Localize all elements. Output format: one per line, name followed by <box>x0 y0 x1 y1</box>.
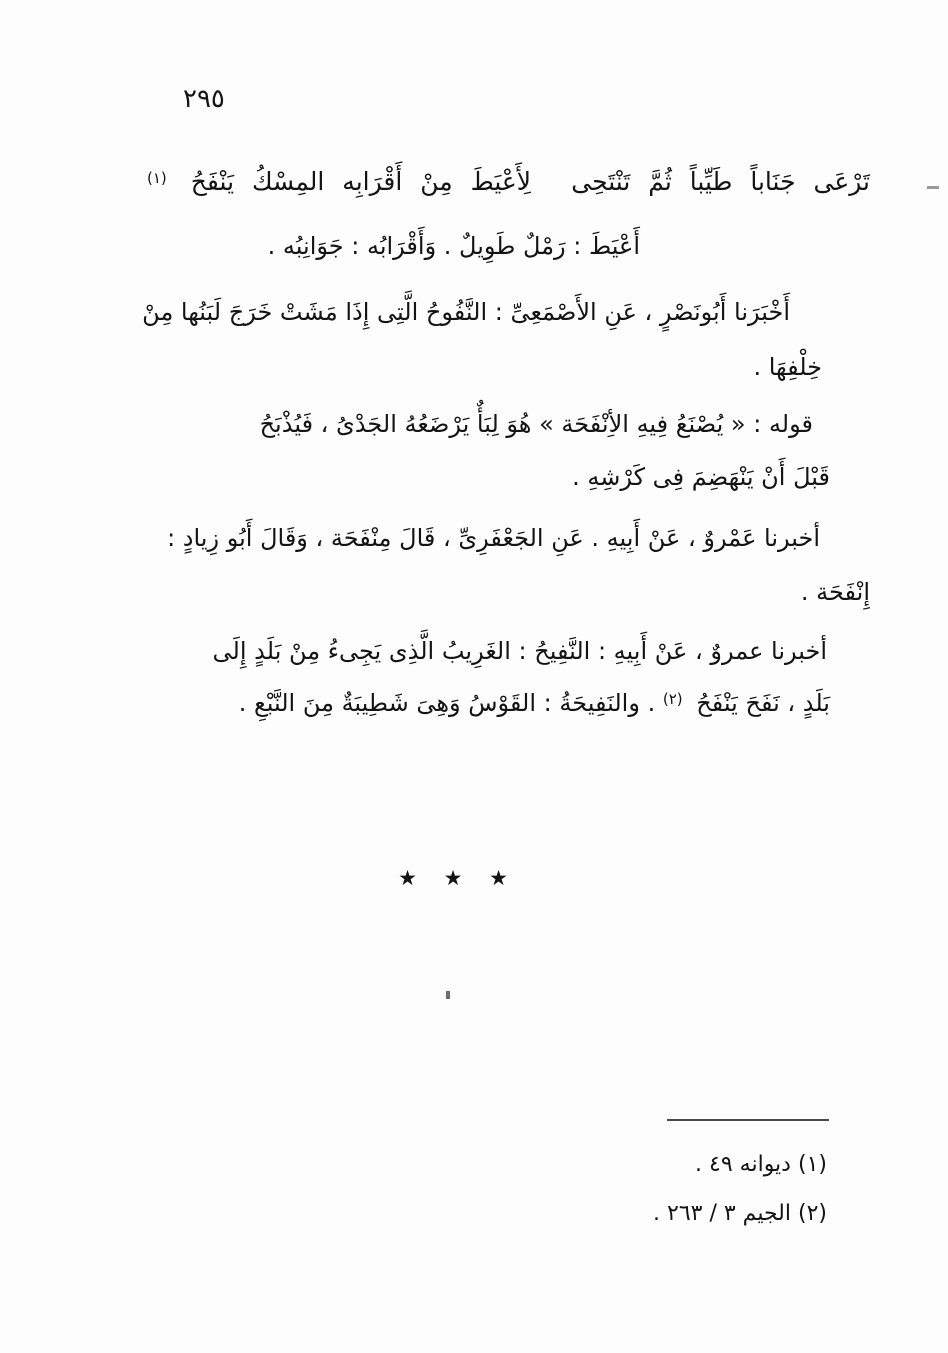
footnote-2 <box>653 1197 827 1230</box>
gloss-line: أَعْيَطَ : رَمْلٌ طَوِيلٌ . وَأَقْرَابُه : جَوَانِبُه . <box>267 232 640 260</box>
footnote-1 <box>695 1148 827 1181</box>
paragraph-jafari-line1: أخبرنا عَمْروٌ ، عَنْ أَبِيهِ . عَنِ الجَعْفَرِىِّ ، قَالَ مِنْفَحَة ، وَقَالَ أَبُو زِيادٍ : <box>167 524 820 552</box>
paragraph-nafih-footnote-ref: (٢) <box>662 690 683 708</box>
footnote-1-text: ديوانه ٤٩ . <box>695 1152 791 1177</box>
paragraph-nafih-line2 <box>239 685 830 722</box>
footnote-2-text: الجيم ٣ / ٢٦٣ . <box>653 1201 791 1226</box>
paragraph-qawluhu-line2: قَبْلَ أَنْ يَنْهَضِمَ فِى كَرْشِهِ . <box>572 463 830 491</box>
page-number: ٢٩٥ <box>183 84 225 114</box>
footnote-1-marker: (١) <box>797 1152 827 1177</box>
scan-edge-artifact <box>927 186 939 189</box>
verse-hemistich-left-text: لِأَعْيَطَ مِنْ أَقْرَابِه المِسْكُ يَنْفَحُ <box>190 167 532 196</box>
paragraph-nafih-line1: أخبرنا عمروٌ ، عَنْ أَبِيهِ : النَّفِيحُ : الغَرِيبُ الَّذِى يَجِىءُ مِنْ بَلَدٍ إِلَى <box>212 637 827 665</box>
scan-speck-artifact <box>446 991 450 999</box>
paragraph-nafih-line2-pre: بَلَدٍ ، نَفَحَ يَنْفَحُ <box>696 689 830 717</box>
verse-hemistich-right: تَرْعَى جَنَاباً طَيِّباً ثُمَّ تَنْتَحِى <box>571 167 870 196</box>
paragraph-asmai-line2: خِلْفِهَا . <box>753 353 822 381</box>
paragraph-nafih-line2-post: . والنَفِيحَةُ : القَوْسُ وَهِىَ شَطِيبَةٌ مِنَ النَّبْعِ . <box>238 689 656 717</box>
section-divider-stars: ★ ★ ★ <box>398 866 508 890</box>
footnote-2-marker: (٢) <box>797 1201 827 1226</box>
verse-footnote-ref: (١) <box>147 169 167 187</box>
verse-hemistich-left <box>147 163 531 202</box>
paragraph-jafari-line2: إِنْفَحَة . <box>800 578 870 606</box>
footnote-separator-rule <box>667 1119 829 1121</box>
paragraph-qawluhu-line1: قوله : « يُصْنَعُ فِيهِ الأِنْفَحَة » هُوَ لِبَأٌ يَرْضَعُهُ الجَدْىُ ، فَيُذْبَحُ <box>259 410 813 438</box>
paragraph-asmai-line1: أَخْبَرَنا أَبُونَصْرٍ ، عَنِ الأَصْمَعِىِّ : النَّفُوحُ الَّتِى إِذَا مَشَتْ خَرَجَ لَبَنُها مِنْ <box>142 298 790 326</box>
